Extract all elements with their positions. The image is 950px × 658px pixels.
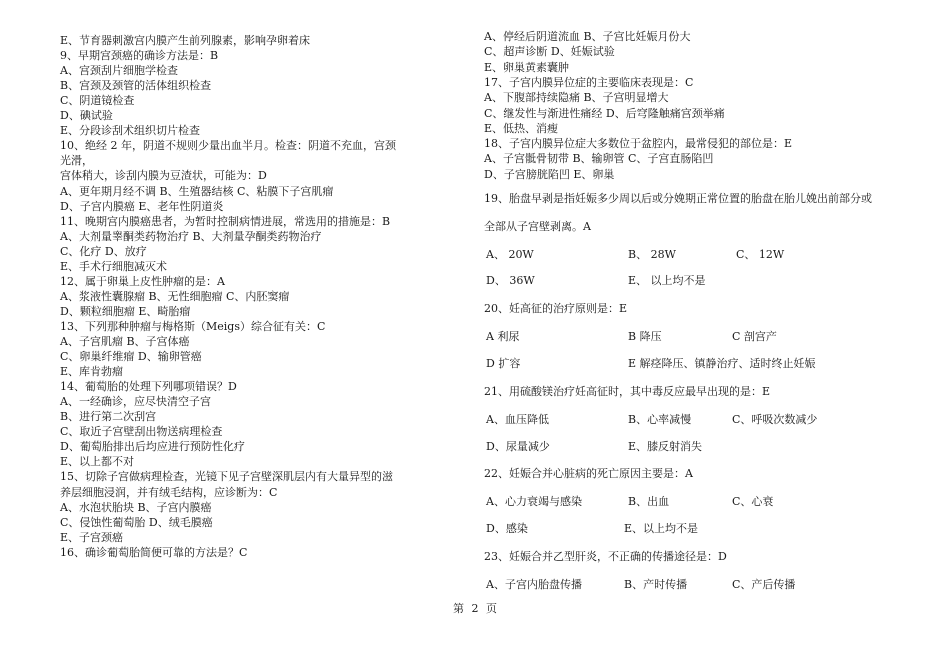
- left-text-line: E、以上都不对: [60, 455, 135, 469]
- page-number-value: 2: [471, 602, 479, 615]
- left-text-line: 13、下列那种肿瘤与梅格斯（Meigs）综合征有关：C: [60, 319, 326, 333]
- left-text-line: 11、晚期宫内膜癌患者，为暂时控制病情进展，常选用的措施是：B: [60, 214, 391, 228]
- q21-option-a: A、血压降低: [486, 413, 549, 426]
- left-text-line: A、大剂量睾酮类药物治疗 B、大剂量孕酮类药物治疗: [60, 229, 322, 243]
- right-text-line: 17、子宫内膜异位症的主要临床表现是：C: [484, 75, 694, 89]
- right-text-line: E、卵巢黄素囊肿: [484, 60, 570, 74]
- left-text-line: C、侵蚀性葡萄胎 D、绒毛膜癌: [60, 515, 213, 529]
- right-text-line: 18、子宫内膜异位症大多数位于盆腔内，最常侵犯的部位是：E: [484, 137, 793, 151]
- q21-option-d: D、尿量减少: [486, 440, 550, 453]
- q22-option-c: C、心衰: [732, 495, 774, 508]
- right-text-line: C、超声诊断 D、妊娠试验: [484, 45, 615, 59]
- question-19-text-cont: 全部从子宫壁剥离。A: [484, 220, 591, 233]
- q21-option-c: C、呼吸次数减少: [732, 413, 818, 426]
- left-text-line: C、卵巢纤维瘤 D、输卵管癌: [60, 350, 202, 364]
- question-21-text: 21、用硫酸镁治疗妊高征时，其中毒反应最早出现的是：E: [484, 385, 771, 398]
- page-number-suffix: 页: [486, 602, 497, 615]
- left-text-line: E、库肯勃瘤: [60, 365, 124, 379]
- q20-option-a: A 利尿: [486, 330, 520, 343]
- left-text-line: 12、属于卵巢上皮性肿瘤的是：A: [60, 274, 225, 288]
- q20-option-c: C 剖宫产: [732, 330, 777, 343]
- right-text-line: E、低热、消瘦: [484, 121, 559, 135]
- right-text-line: A、停经后阴道流血 B、子宫比妊娠月份大: [484, 30, 691, 43]
- question-23-text: 23、妊娠合并乙型肝炎，不正确的传播途径是：D: [484, 550, 727, 563]
- q22-option-b: B、出血: [628, 495, 670, 508]
- q23-option-b: B、产时传播: [624, 578, 688, 591]
- left-text-line: B、宫颈及颈管的活体组织检查: [60, 79, 212, 93]
- q19-option-d: D、 36W: [486, 274, 535, 287]
- page-number-prefix: 第: [453, 602, 464, 615]
- left-text-line: D、子宫内膜癌 E、老年性阴道炎: [60, 199, 224, 213]
- left-text-line: A、一经确诊，应尽快清空子宫: [60, 395, 211, 409]
- q19-option-a: A、 20W: [486, 248, 534, 261]
- right-text-line: A、子宫骶骨韧带 B、输卵管 C、子宫直肠陷凹: [484, 152, 714, 166]
- q19-option-e: E、 以上均不是: [628, 274, 706, 287]
- q22-option-a: A、心力衰竭与感染: [486, 495, 582, 508]
- left-text-line: A、水泡状胎块 B、子宫内膜癌: [60, 500, 212, 514]
- right-text-line: C、继发性与渐进性痛经 D、后穹隆触痛宫颈举痛: [484, 106, 725, 120]
- question-20-text: 20、妊高征的治疗原则是：E: [484, 302, 628, 315]
- question-22-text: 22、妊娠合并心脏病的死亡原因主要是：A: [484, 467, 693, 480]
- page-number: [0, 602, 950, 616]
- left-text-line: 9、早期宫颈癌的确诊方法是：B: [60, 49, 219, 63]
- left-text-line: 15、切除子宫做病理检查，光镜下见子宫壁深肌层内有大量异型的滋: [60, 470, 393, 484]
- left-text-line: 16、确诊葡萄胎简便可靠的方法是？C: [60, 545, 248, 559]
- left-text-line: 养层细胞浸润，并有绒毛结构，应诊断为：C: [60, 485, 278, 499]
- q22-option-d: D、感染: [486, 522, 528, 535]
- left-text-line: A、宫颈刮片细胞学检查: [60, 64, 178, 78]
- left-text-line: A、更年期月经不调 B、生殖器结核 C、粘膜下子宫肌瘤: [60, 184, 334, 198]
- q23-option-a: A、子宫内胎盘传播: [486, 578, 582, 591]
- left-text-line: E、节育器刺激宫内膜产生前列腺素，影响孕卵着床: [60, 34, 311, 47]
- q21-option-e: E、膝反射消失: [628, 440, 703, 453]
- q21-option-b: B、心率减慢: [628, 413, 692, 426]
- left-text-line: E、手术行细胞减灭术: [60, 259, 168, 273]
- left-text-line: E、子宫颈癌: [60, 530, 124, 544]
- question-19-text: 19、胎盘早剥是指妊娠多少周以后或分娩期正常位置的胎盘在胎儿娩出前部分或: [484, 192, 872, 205]
- left-text-line: C、化疗 D、放疗: [60, 244, 147, 258]
- left-text-line: A、子宫肌瘤 B、子宫体癌: [60, 335, 190, 348]
- left-text-line: D、碘试验: [60, 109, 113, 123]
- left-text-line: 宫体稍大，诊刮内膜为豆渣状，可能为：D: [60, 169, 267, 183]
- q22-option-e: E、以上均不是: [624, 522, 699, 535]
- right-text-line: A、下腹部持续隐痛 B、子宫明显增大: [484, 91, 669, 105]
- left-text-line: E、分段诊刮术组织切片检查: [60, 124, 201, 138]
- left-text-line: D、颗粒细胞瘤 E、畸胎瘤: [60, 304, 191, 318]
- left-text-line: A、浆液性囊腺瘤 B、无性细胞瘤 C、内胚窦瘤: [60, 289, 290, 303]
- right-text-line: D、子宫膀胱陷凹 E、卵巢: [484, 167, 615, 181]
- q20-option-e: E 解痉降压、镇静治疗、适时终止妊娠: [628, 357, 816, 370]
- left-text-line: 光滑，: [60, 154, 93, 168]
- q20-option-d: D 扩容: [486, 357, 521, 370]
- q19-option-b: B、 28W: [628, 248, 676, 261]
- left-text-line: C、取近子宫壁刮出物送病理检查: [60, 425, 223, 439]
- q23-option-c: C、产后传播: [732, 578, 796, 591]
- q20-option-b: B 降压: [628, 330, 662, 343]
- left-text-line: C、阴道镜检查: [60, 94, 135, 108]
- left-text-line: 14、葡萄胎的处理下列哪项错误？D: [60, 380, 237, 394]
- left-text-line: B、进行第二次刮宫: [60, 410, 157, 424]
- left-text-line: 10、绝经 2 年，阴道不规则少量出血半月。检查：阴道不充血，宫颈: [60, 139, 396, 153]
- left-text-line: D、葡萄胎排出后均应进行预防性化疗: [60, 440, 245, 454]
- q19-option-c: C、 12W: [736, 248, 785, 261]
